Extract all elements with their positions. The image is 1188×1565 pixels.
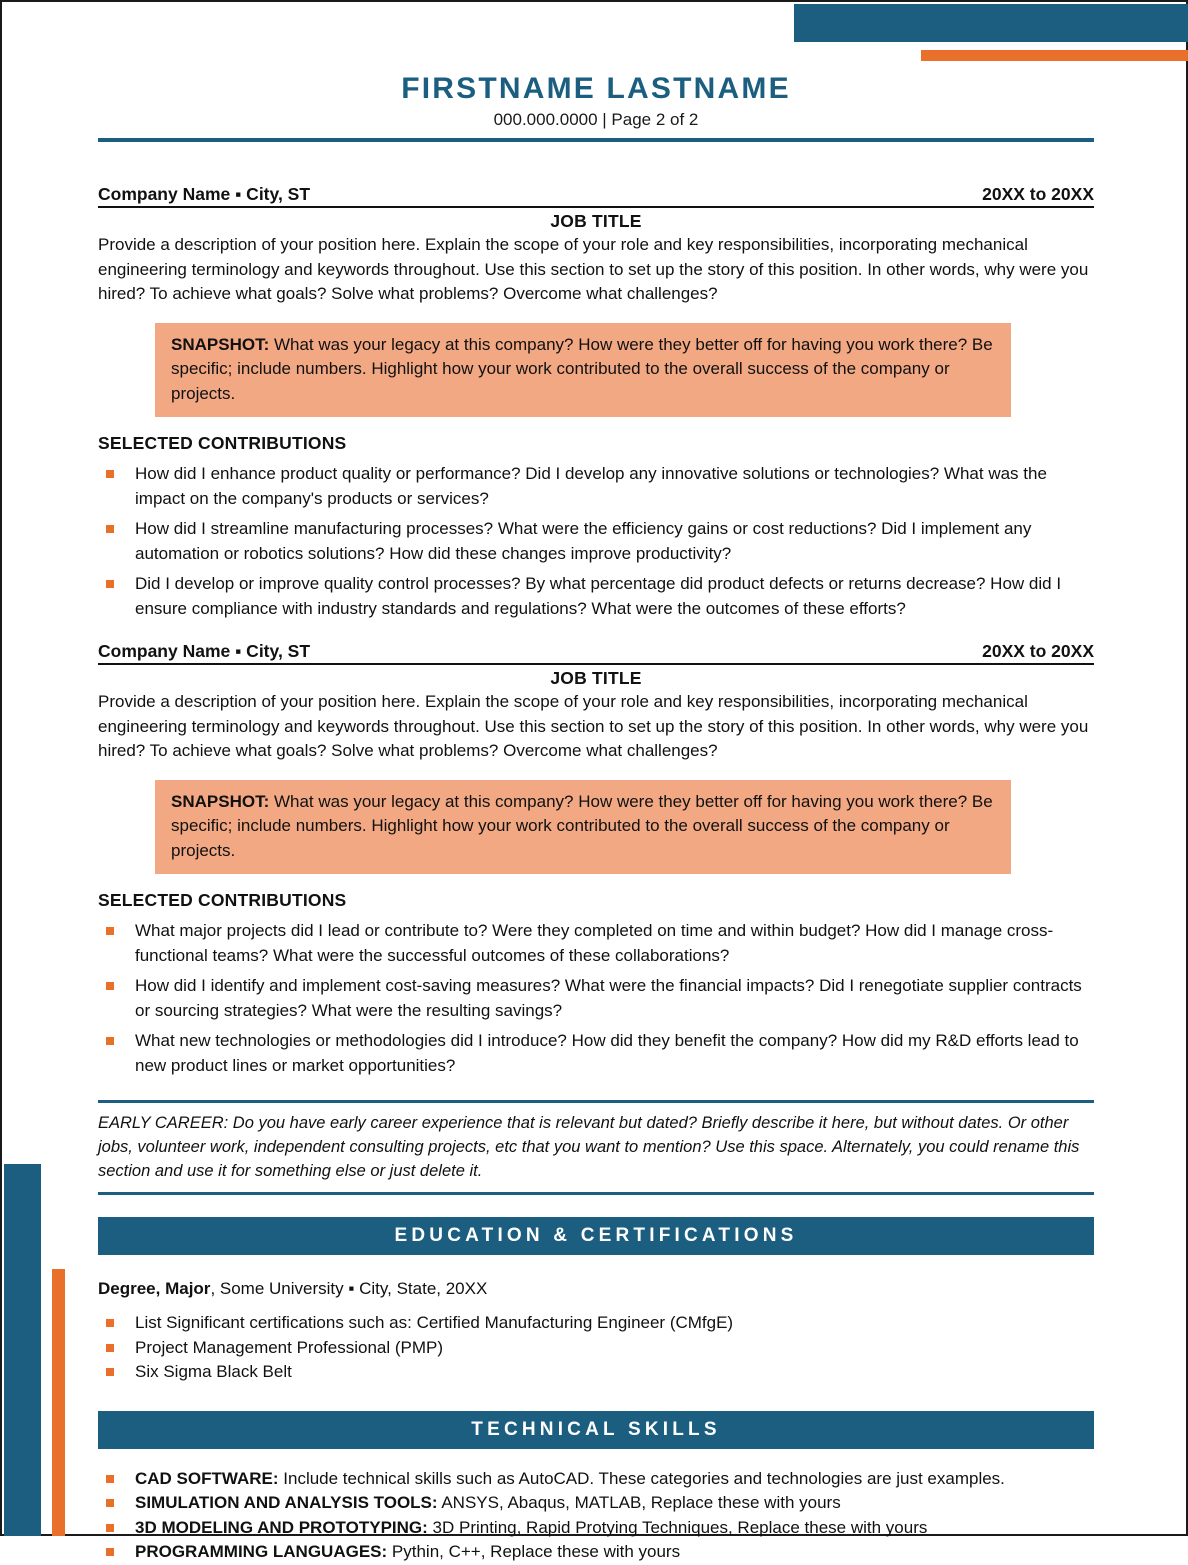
- company-name: Company Name ▪ City, ST: [98, 641, 311, 661]
- employment-dates: 20XX to 20XX: [982, 184, 1094, 204]
- list-item-text: Project Management Professional (PMP): [135, 1337, 444, 1357]
- list-item: [98, 1029, 1094, 1078]
- degree-institution: , Some University ▪ City, State, 20XX: [210, 1279, 488, 1298]
- degree-major: Degree, Major: [98, 1279, 211, 1298]
- square-bullet-icon: [106, 927, 114, 935]
- square-bullet-icon: [106, 580, 114, 588]
- list-item-text: What new technologies or methodologies did I introduce? How did they benefit the company? How did my R&D efforts lead to new product lines or market opportunities?: [135, 1031, 1079, 1075]
- certifications-list: [98, 1311, 1094, 1385]
- skill-value: 3D Printing, Rapid Protying Techniques, Replace these with yours: [427, 1517, 928, 1537]
- list-item-text: Six Sigma Black Belt: [135, 1362, 292, 1381]
- list-item: [98, 919, 1094, 968]
- decoration-orange-top-bar: [921, 50, 1188, 61]
- job-header-row: [98, 641, 1094, 665]
- early-career-block: [98, 1100, 1094, 1195]
- job-header-row: [98, 184, 1094, 208]
- snapshot-label: SNAPSHOT:: [171, 791, 270, 811]
- list-item: [98, 1516, 1094, 1541]
- square-bullet-icon: [106, 1524, 114, 1532]
- square-bullet-icon: [106, 1499, 114, 1507]
- job-description: Provide a description of your position here. Explain the scope of your role and key responsibilities, incorporating mechanical engineering terminology and keywords throughout. Use this section to set up the story of this position. In other words, why were you hired? To achieve what goals? Solve what problems? Overcome what challenges?: [98, 692, 1089, 760]
- snapshot-body: What was your legacy at this company? How were they better off for having you work there? Be specific; include numbers. Highlight how your work contributed to the overall success of the company or projects.: [171, 334, 993, 403]
- list-item-text: How did I streamline manufacturing processes? What were the efficiency gains or cost reductions? Did I implement any automation or robotics solutions? How did these changes improve productivity?: [135, 519, 1032, 563]
- resume-body: [98, 184, 1094, 1565]
- list-item: [98, 1311, 1094, 1336]
- decoration-blue-top-block: [794, 4, 1188, 42]
- company-name: Company Name ▪ City, ST: [98, 184, 311, 204]
- contact-line: 000.000.0000 | Page 2 of 2: [493, 110, 699, 129]
- snapshot-text: [171, 790, 997, 864]
- contributions-list: [98, 462, 1094, 621]
- square-bullet-icon: [106, 1548, 114, 1556]
- selected-contributions-heading: SELECTED CONTRIBUTIONS: [98, 890, 347, 910]
- experience-entry: [98, 641, 1094, 1078]
- early-career-text: EARLY CAREER: Do you have early career experience that is relevant but dated? Briefly describe it here, but without dates. Or other jobs, volunteer work, independent consulting projects, etc that you want to mention? Use this space. Alternately, you could rename this section and use it for something else or just delete it.: [98, 1114, 1080, 1180]
- list-item-text: List Significant certifications such as: Certified Manufacturing Engineer (CMfgE): [135, 1313, 734, 1332]
- skill-value: ANSYS, Abaqus, MATLAB, Replace these with yours: [437, 1493, 841, 1512]
- snapshot-label: SNAPSHOT:: [171, 334, 270, 354]
- section-header-education: EDUCATION & CERTIFICATIONS: [98, 1217, 1094, 1255]
- skill-value: Include technical skills such as AutoCAD. These categories and technologies are just examples.: [278, 1468, 1005, 1488]
- list-item-text: How did I enhance product quality or performance? Did I develop any innovative solutions or technologies? What was the impact on the company's products or services?: [135, 464, 1047, 508]
- list-item: [98, 462, 1094, 511]
- selected-contributions-heading: SELECTED CONTRIBUTIONS: [98, 433, 347, 453]
- skill-category-label: SIMULATION AND ANALYSIS TOOLS:: [135, 1493, 438, 1512]
- square-bullet-icon: [106, 1368, 114, 1376]
- list-item: [98, 1336, 1094, 1361]
- skill-category-label: PROGRAMMING LANGUAGES:: [135, 1542, 388, 1561]
- skill-category-label: CAD SOFTWARE:: [135, 1468, 279, 1488]
- list-item: [98, 974, 1094, 1023]
- list-item: [98, 1540, 1094, 1565]
- job-title: JOB TITLE: [550, 211, 642, 231]
- job-description: Provide a description of your position here. Explain the scope of your role and key responsibilities, incorporating mechanical engineering terminology and keywords throughout. Use this section to set up the story of this position. In other words, why were you hired? To achieve what goals? Solve what problems? Overcome what challenges?: [98, 235, 1089, 303]
- list-item: [98, 572, 1094, 621]
- degree-line: [98, 1277, 1094, 1301]
- resume-header: [98, 72, 1094, 142]
- list-item-text: What major projects did I lead or contribute to? Were they completed on time and within budget? How did I manage cross-functional teams? What were the successful outcomes of these collaborations?: [135, 921, 1054, 965]
- snapshot-text: [171, 333, 997, 407]
- square-bullet-icon: [106, 1037, 114, 1045]
- technical-skills-list: [98, 1467, 1094, 1565]
- list-item-text: Did I develop or improve quality control processes? By what percentage did product defects or returns decrease? How did I ensure compliance with industry standards and regulations? What were the outcomes of these efforts?: [135, 574, 1062, 618]
- square-bullet-icon: [106, 1475, 114, 1483]
- candidate-name: FIRSTNAME LASTNAME: [401, 72, 791, 105]
- square-bullet-icon: [106, 982, 114, 990]
- decoration-orange-left-bar: [52, 1269, 65, 1536]
- skill-category-label: 3D MODELING AND PROTOTYPING:: [135, 1517, 428, 1537]
- list-item: [98, 1360, 1094, 1385]
- employment-dates: 20XX to 20XX: [982, 641, 1094, 661]
- snapshot-callout: [155, 323, 1011, 418]
- square-bullet-icon: [106, 470, 114, 478]
- experience-entry: [98, 184, 1094, 621]
- snapshot-callout: [155, 780, 1011, 875]
- contributions-list: [98, 919, 1094, 1078]
- list-item: [98, 1491, 1094, 1516]
- square-bullet-icon: [106, 525, 114, 533]
- section-header-technical-skills: TECHNICAL SKILLS: [98, 1411, 1094, 1449]
- list-item-text: How did I identify and implement cost-saving measures? What were the financial impacts? Did I renegotiate supplier contracts or sourcing strategies? What were the resulting savings?: [135, 976, 1082, 1020]
- list-item: [98, 517, 1094, 566]
- header-divider: [98, 138, 1094, 142]
- square-bullet-icon: [106, 1344, 114, 1352]
- job-title: JOB TITLE: [550, 668, 642, 688]
- square-bullet-icon: [106, 1319, 114, 1327]
- skill-value: Pythin, C++, Replace these with yours: [387, 1542, 681, 1561]
- snapshot-body: What was your legacy at this company? How were they better off for having you work there? Be specific; include numbers. Highlight how your work contributed to the overall success of the company or projects.: [171, 791, 993, 860]
- list-item: [98, 1467, 1094, 1492]
- decoration-blue-left-bar: [4, 1164, 41, 1536]
